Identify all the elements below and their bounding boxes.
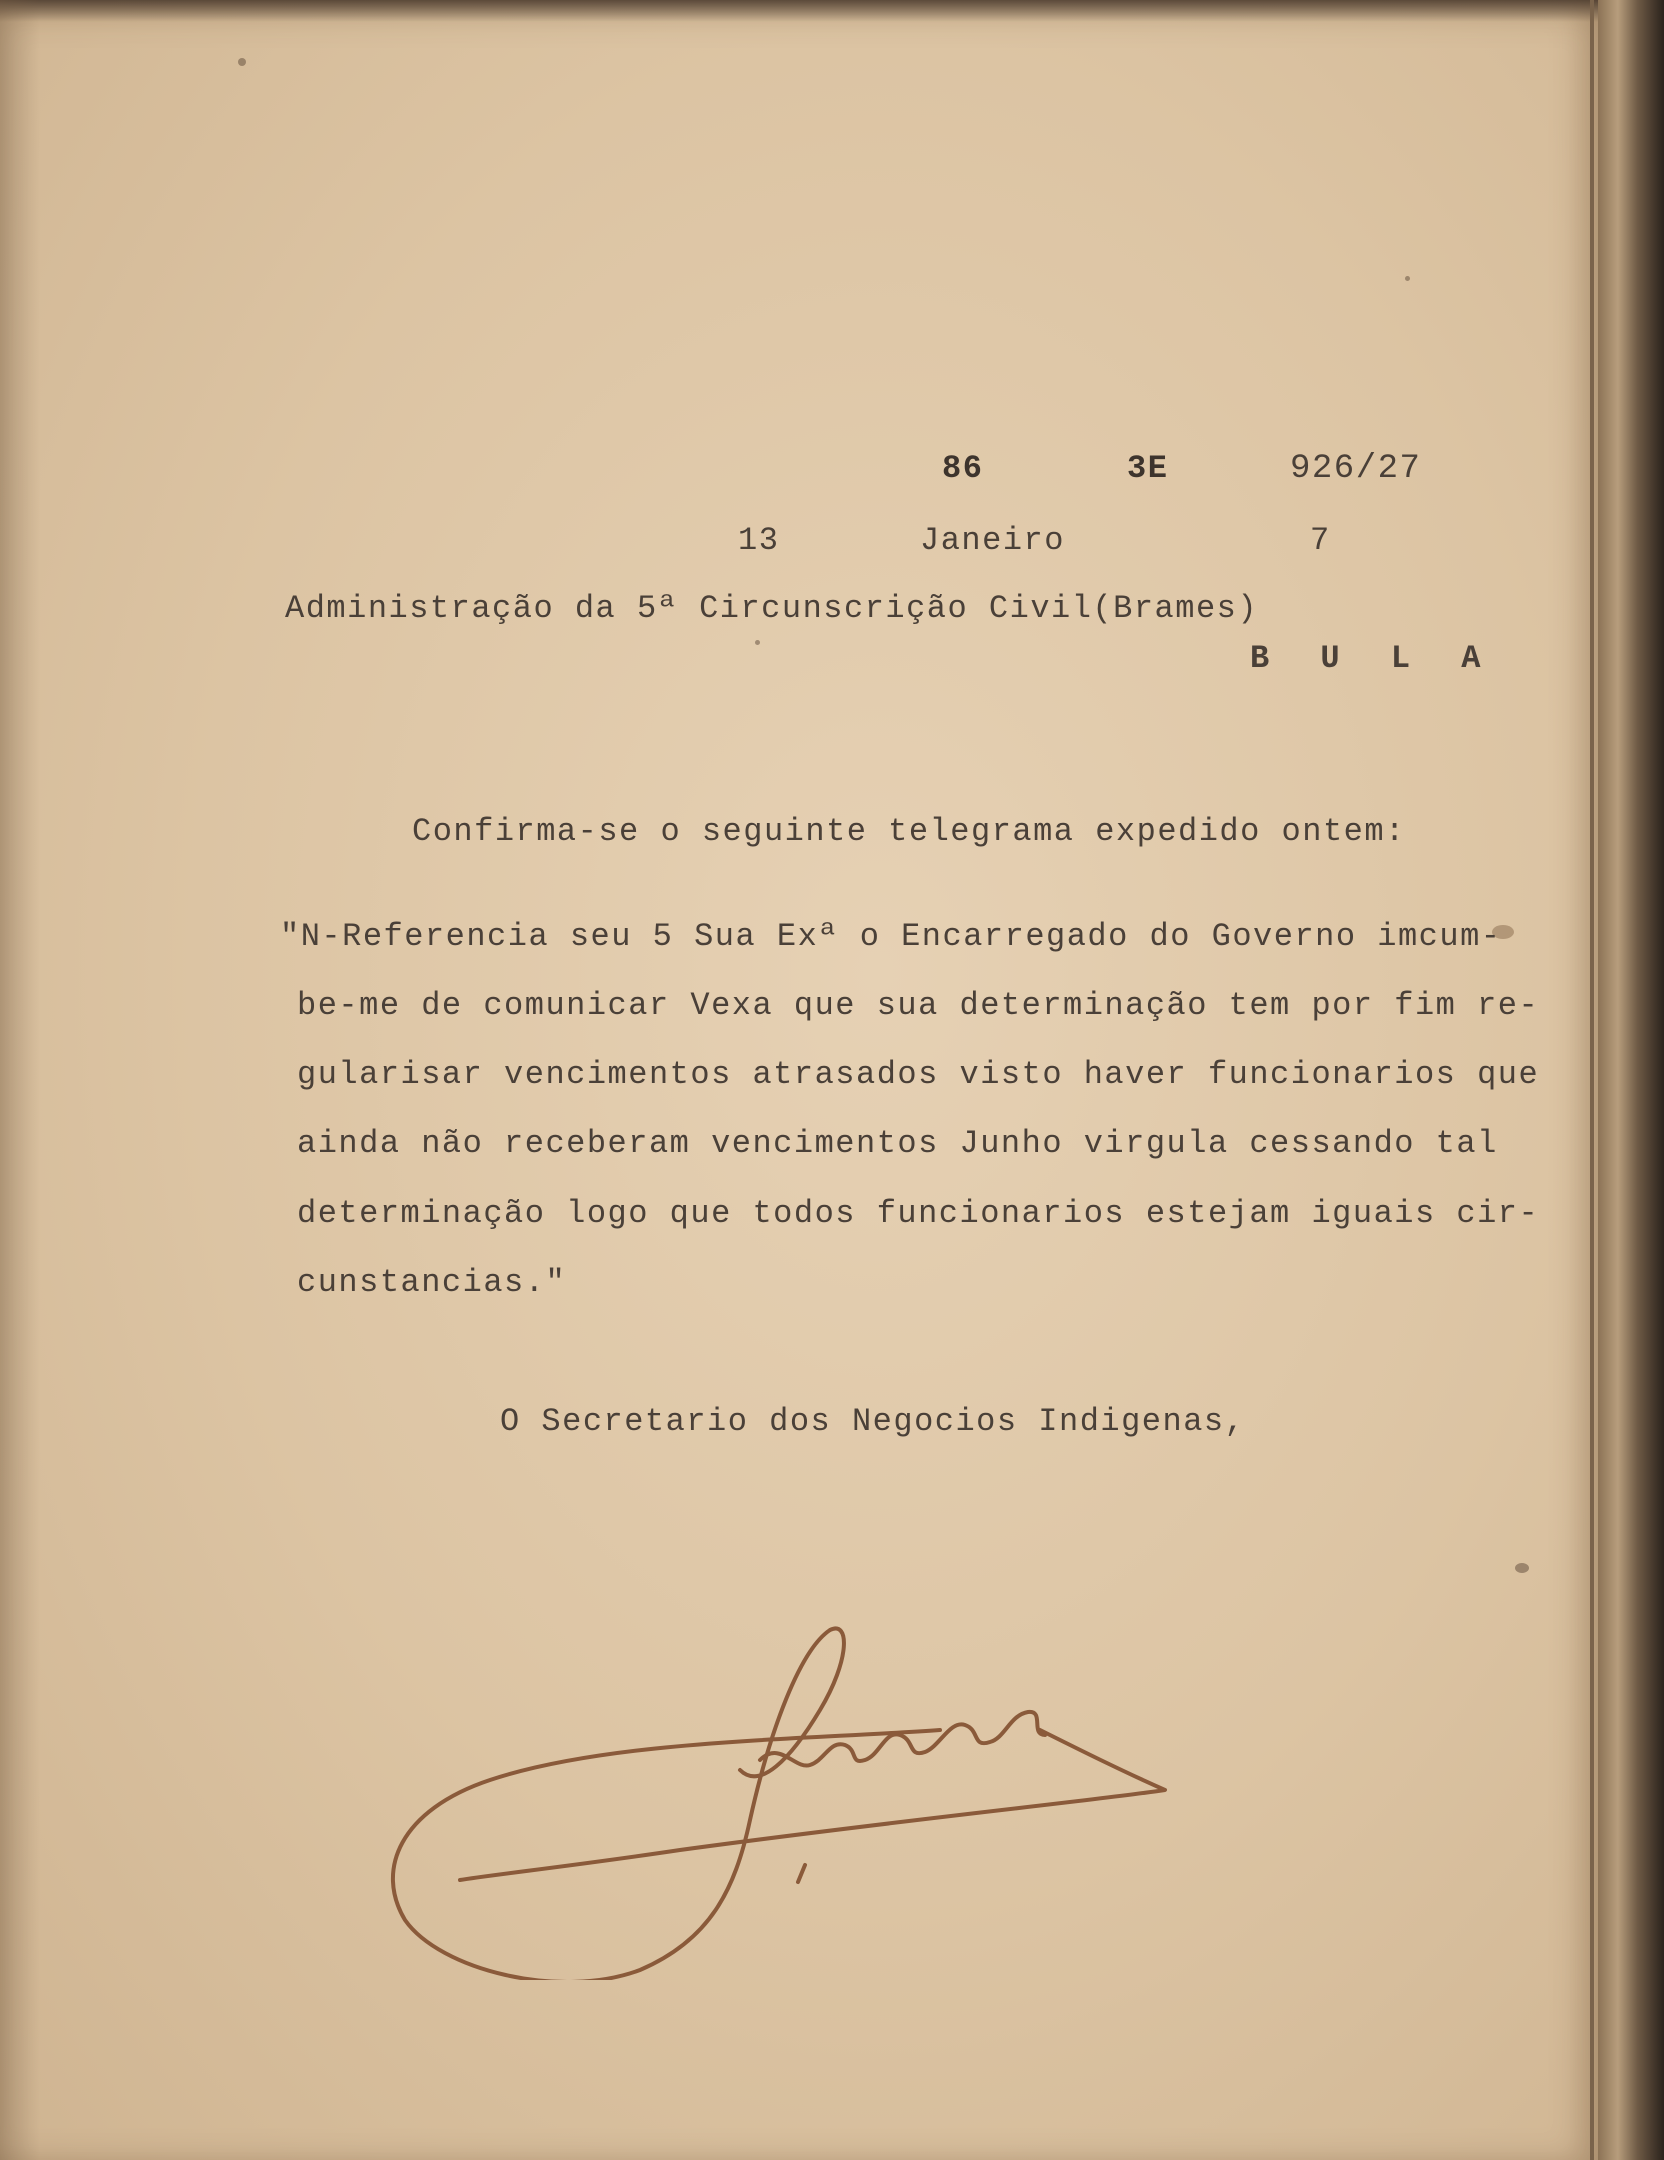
telegram-line: cunstancias.": [297, 1264, 567, 1301]
telegram-line: "N-Referencia seu 5 Sua Exª o Encarregado do Governo imcum-: [280, 918, 1502, 955]
date-day: 13: [738, 522, 780, 559]
telegram-line: gularisar vencimentos atrasados visto haver funcionarios que: [297, 1056, 1540, 1093]
closing-title: O Secretario dos Negocios Indigenas,: [500, 1403, 1246, 1440]
telegram-line: be-me de comunicar Vexa que sua determinação tem por fim re-: [297, 987, 1540, 1024]
paper-speck: [755, 640, 760, 645]
top-bleed-through: [0, 0, 1598, 22]
addressee-place: B U L A: [1250, 640, 1497, 677]
stacked-pages-edge: [1598, 0, 1664, 2160]
paper-speck: [1405, 276, 1410, 281]
paper-speck: [1515, 1563, 1529, 1573]
telegram-line: determinação logo que todos funcionarios estejam iguais cir-: [297, 1195, 1540, 1232]
telegram-line: ainda não receberam vencimentos Junho virgula cessando tal: [297, 1125, 1498, 1162]
header-reference: 926/27: [1290, 450, 1422, 488]
header-number-b: 3E: [1127, 450, 1169, 487]
paper-edge-line: [1590, 0, 1594, 2160]
binding-shadow: [0, 0, 40, 2160]
date-year: 7: [1310, 522, 1331, 559]
telegram-intro: Confirma-se o seguinte telegrama expedido ontem:: [412, 813, 1406, 850]
paper-speck: [238, 58, 246, 66]
handwritten-signature-icon: [380, 1620, 1200, 1980]
date-month: Janeiro: [920, 522, 1065, 559]
addressee-line: Administração da 5ª Circunscrição Civil(Brames): [285, 590, 1259, 627]
header-number-a: 86: [942, 450, 984, 487]
